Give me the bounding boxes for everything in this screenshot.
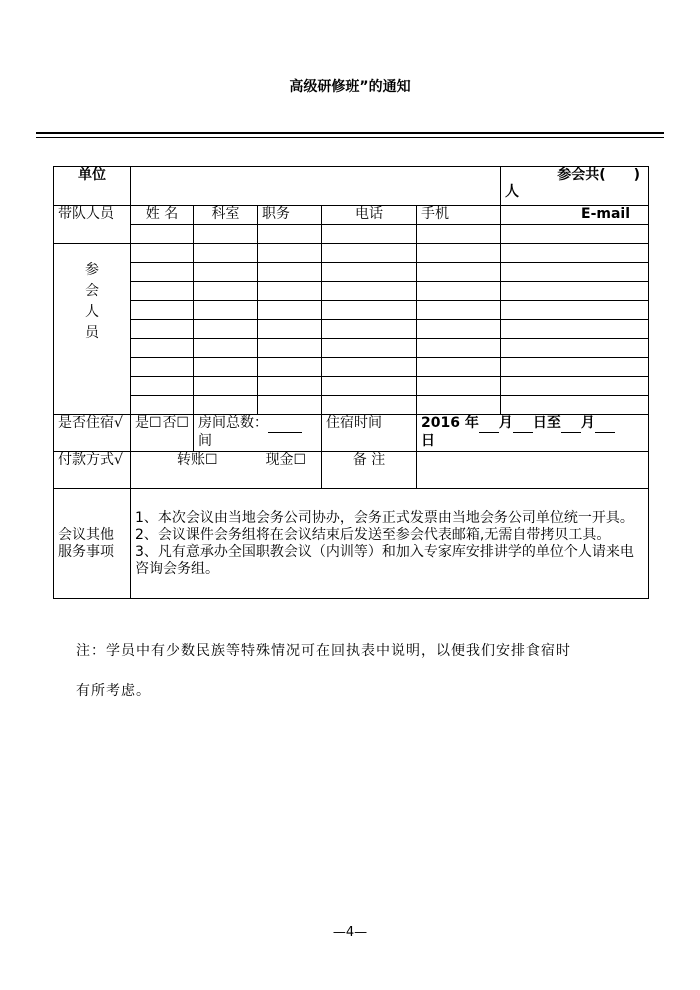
entry-cell[interactable] bbox=[194, 301, 258, 320]
entry-cell[interactable] bbox=[322, 225, 417, 244]
entry-cell[interactable] bbox=[194, 225, 258, 244]
note-line-2: 有所考虑。 bbox=[76, 683, 151, 699]
entry-cell[interactable] bbox=[258, 301, 322, 320]
entry-cell[interactable] bbox=[131, 396, 194, 415]
other-services-content bbox=[131, 489, 649, 599]
entry-cell[interactable] bbox=[131, 377, 194, 396]
lodging-label: 是否住宿√ bbox=[54, 415, 131, 452]
other-services-row bbox=[54, 489, 649, 599]
service-item: 1、本次会议由当地会务公司协办，会务正式发票由当地会务公司单位统一开具。 bbox=[135, 509, 634, 526]
entry-cell[interactable] bbox=[258, 244, 322, 263]
entry-cell[interactable] bbox=[417, 339, 501, 358]
remarks-input-cell[interactable] bbox=[417, 452, 649, 489]
entry-cell[interactable] bbox=[501, 282, 649, 301]
stay-year: 2016 年 bbox=[421, 415, 479, 431]
col-phone-header: 电话 bbox=[322, 206, 417, 225]
participants-char: 员 bbox=[85, 325, 99, 341]
participant-row bbox=[54, 301, 649, 320]
entry-cell[interactable] bbox=[131, 225, 194, 244]
unit-label: 单位 bbox=[54, 167, 131, 206]
header-rule-thick bbox=[36, 132, 664, 134]
payment-choice-cell bbox=[131, 452, 322, 489]
entry-cell[interactable] bbox=[501, 339, 649, 358]
lodging-row bbox=[54, 415, 649, 452]
payment-cash-checkbox[interactable]: 现金☐ bbox=[265, 452, 307, 468]
col-mobile-header: 手机 bbox=[417, 206, 501, 225]
lodging-choice-cell bbox=[131, 415, 194, 452]
entry-cell[interactable] bbox=[258, 263, 322, 282]
participants-char: 人 bbox=[85, 304, 99, 320]
room-total-suffix: 间 bbox=[198, 433, 212, 449]
entry-cell[interactable] bbox=[417, 301, 501, 320]
entry-cell[interactable] bbox=[194, 244, 258, 263]
entry-cell[interactable] bbox=[194, 282, 258, 301]
entry-cell[interactable] bbox=[194, 358, 258, 377]
stay-time-label: 住宿时间 bbox=[322, 415, 417, 452]
room-total-label: 房间总数： bbox=[198, 415, 268, 431]
entry-cell[interactable] bbox=[258, 320, 322, 339]
unit-row bbox=[54, 167, 649, 206]
attendees-total-line1: 参会共( ) bbox=[557, 167, 641, 183]
leader-label: 带队人员 bbox=[54, 206, 131, 244]
page-title: 高级研修班”的通知 bbox=[289, 79, 411, 95]
entry-cell[interactable] bbox=[131, 339, 194, 358]
entry-cell[interactable] bbox=[501, 225, 649, 244]
entry-cell[interactable] bbox=[501, 244, 649, 263]
entry-cell[interactable] bbox=[417, 225, 501, 244]
entry-cell[interactable] bbox=[131, 358, 194, 377]
unit-input-cell[interactable] bbox=[131, 167, 501, 206]
lodging-yes-checkbox[interactable]: 是☐ bbox=[135, 415, 162, 431]
entry-cell[interactable] bbox=[258, 358, 322, 377]
entry-cell[interactable] bbox=[131, 320, 194, 339]
entry-cell[interactable] bbox=[322, 377, 417, 396]
entry-cell[interactable] bbox=[417, 358, 501, 377]
participant-row bbox=[54, 339, 649, 358]
col-name-header: 姓 名 bbox=[131, 206, 194, 225]
leader-entry-row bbox=[54, 225, 649, 244]
stay-time-cell[interactable] bbox=[417, 415, 649, 452]
entry-cell[interactable] bbox=[322, 396, 417, 415]
entry-cell[interactable] bbox=[258, 396, 322, 415]
col-email-header: E-mail bbox=[501, 206, 649, 225]
entry-cell[interactable] bbox=[501, 377, 649, 396]
entry-cell[interactable] bbox=[258, 377, 322, 396]
participant-row bbox=[54, 396, 649, 415]
participant-row bbox=[54, 282, 649, 301]
service-item: 3、凡有意承办全国职教会议（内训等）和加入专家库安排讲学的单位个人请来电咨询会务组。 bbox=[135, 543, 634, 577]
entry-cell[interactable] bbox=[194, 396, 258, 415]
entry-cell[interactable] bbox=[322, 301, 417, 320]
entry-cell[interactable] bbox=[501, 358, 649, 377]
remarks-label bbox=[322, 452, 417, 489]
entry-cell[interactable] bbox=[322, 282, 417, 301]
entry-cell[interactable] bbox=[417, 320, 501, 339]
participants-char: 参 bbox=[85, 262, 99, 278]
entry-cell[interactable] bbox=[501, 320, 649, 339]
entry-cell[interactable] bbox=[194, 263, 258, 282]
entry-cell[interactable] bbox=[322, 358, 417, 377]
stay-month-end: 月 bbox=[580, 415, 595, 431]
attendees-total-line2: 人 bbox=[505, 184, 520, 200]
participant-row bbox=[54, 377, 649, 396]
stay-month-start: 月 bbox=[498, 415, 513, 431]
entry-cell[interactable] bbox=[417, 244, 501, 263]
entry-cell[interactable] bbox=[322, 263, 417, 282]
participants-label bbox=[54, 244, 131, 415]
stay-day-end: 日 bbox=[421, 433, 435, 449]
attendees-total-cell[interactable] bbox=[501, 167, 649, 206]
entry-cell[interactable] bbox=[131, 301, 194, 320]
entry-cell[interactable] bbox=[417, 396, 501, 415]
entry-cell[interactable] bbox=[194, 320, 258, 339]
payment-transfer-checkbox[interactable]: 转账☐ bbox=[177, 452, 218, 468]
entry-cell[interactable] bbox=[258, 225, 322, 244]
entry-cell[interactable] bbox=[501, 301, 649, 320]
payment-row bbox=[54, 452, 649, 489]
room-total-cell[interactable] bbox=[194, 415, 322, 452]
entry-cell[interactable] bbox=[322, 320, 417, 339]
entry-cell[interactable] bbox=[131, 263, 194, 282]
entry-cell[interactable] bbox=[194, 377, 258, 396]
entry-cell[interactable] bbox=[131, 282, 194, 301]
payment-label: 付款方式√ bbox=[54, 452, 131, 489]
entry-cell[interactable] bbox=[417, 282, 501, 301]
leader-header-row bbox=[54, 206, 649, 225]
entry-cell[interactable] bbox=[131, 244, 194, 263]
col-dept-header: 科室 bbox=[194, 206, 258, 225]
entry-cell[interactable] bbox=[417, 377, 501, 396]
entry-cell[interactable] bbox=[322, 244, 417, 263]
note-line-1: 注：学员中有少数民族等特殊情况可在回执表中说明，以便我们安排食宿时 bbox=[76, 643, 571, 659]
col-position-header: 职务 bbox=[258, 206, 322, 225]
other-services-label: 会议其他服务事项 bbox=[54, 489, 131, 599]
service-item: 2、会议课件会务组将在会议结束后发送至参会代表邮箱,无需自带拷贝工具。 bbox=[135, 526, 611, 543]
remarks-label-text: 备 注 bbox=[352, 452, 386, 468]
entry-cell[interactable] bbox=[501, 263, 649, 282]
entry-cell[interactable] bbox=[194, 339, 258, 358]
lodging-no-checkbox[interactable]: 否☐ bbox=[162, 415, 189, 431]
entry-cell[interactable] bbox=[258, 282, 322, 301]
participant-row bbox=[54, 320, 649, 339]
participants-char: 会 bbox=[85, 283, 99, 299]
participant-row bbox=[54, 244, 649, 263]
header-rule-thin bbox=[36, 137, 664, 138]
entry-cell[interactable] bbox=[258, 339, 322, 358]
entry-cell[interactable] bbox=[322, 339, 417, 358]
participant-row bbox=[54, 358, 649, 377]
participant-row bbox=[54, 263, 649, 282]
entry-cell[interactable] bbox=[417, 263, 501, 282]
entry-cell[interactable] bbox=[501, 396, 649, 415]
page-number: —4— bbox=[332, 925, 368, 940]
stay-day-to: 日至 bbox=[532, 415, 561, 431]
registration-form-table bbox=[53, 166, 649, 599]
